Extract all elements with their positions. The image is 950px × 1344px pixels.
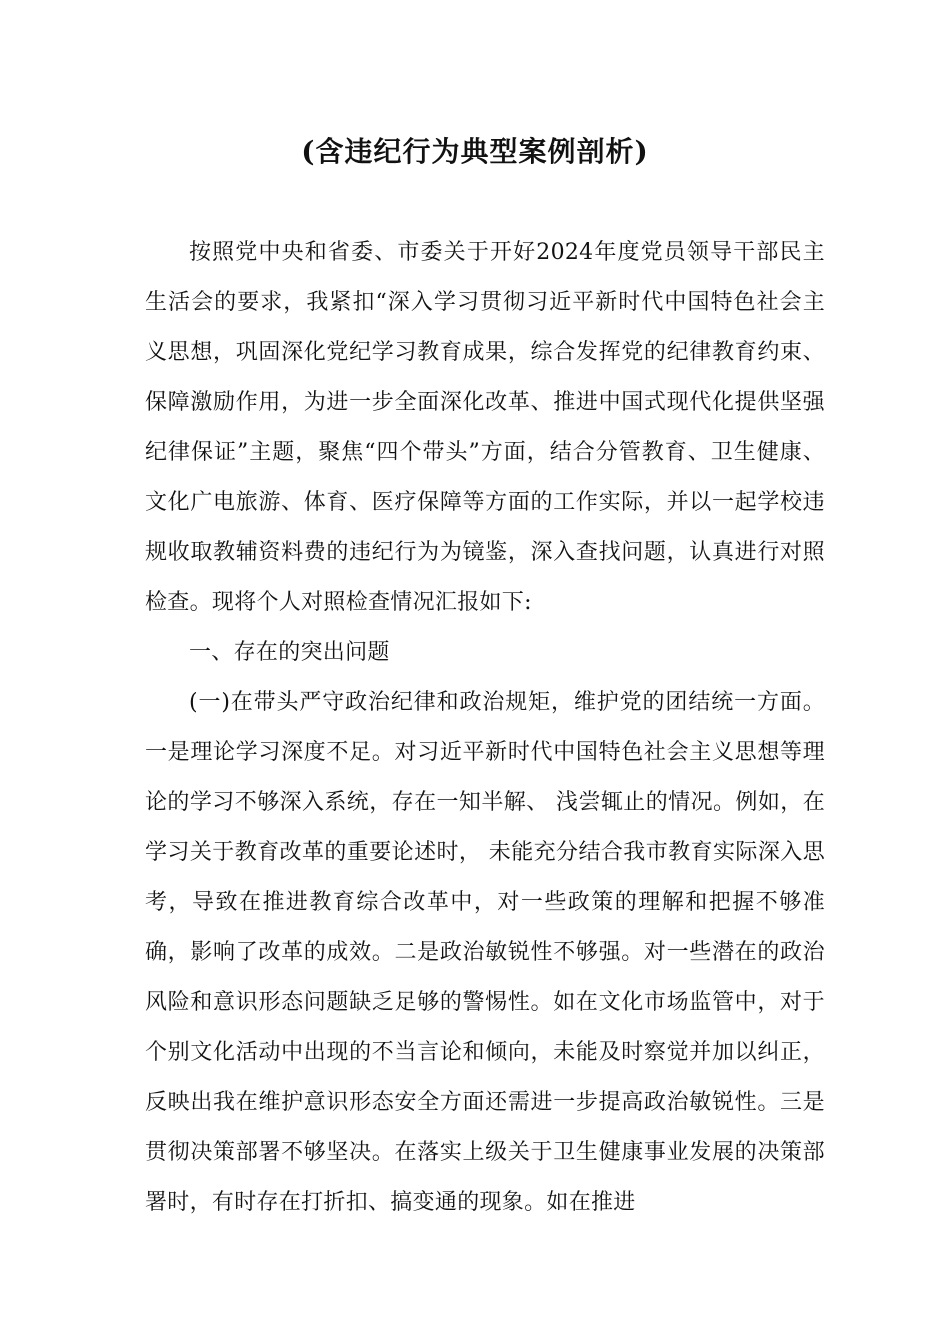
intro-paragraph: 按照党中央和省委、市委关于开好2024年度党员领导干部民主生活会的要求，我紧扣“深入学习贯彻习近平新时代中国特色社会主义思想，巩固深化党纪学习教育成果，综合发挥党的纪律教育约束、保障激励作用，为进一步全面深化改革、推进中国式现代化提供坚强纪律保证”主题，聚焦“四个带头”方面，结合分管教育、卫生健康、文化广电旅游、体育、医疗保障等方面的工作实际，并以一起学校违规收取教辅资料费的违纪行为为镜鉴，深入查找问题，认真进行对照检查。现将个人对照检查情况汇报如下:: [145, 240, 825, 615]
subsection-paragraph: (一)在带头严守政治纪律和政治规矩，维护党的团结统一方面。一是理论学习深度不足。对习近平新时代中国特色社会主义思想等理论的学习不够深入系统，存在一知半解、 浅尝辄止的情况。例如，在学习关于教育改革的重要论述时， 未能充分结合我市教育实际深入思考，导致在推进教育综合改革中，对一些政策的理解和把握不够准确，影响了改革的成效。二是政治敏锐性不够强。对一些潜在的政治风险和意识形态问题缺乏足够的警惕性。如在文化市场监管中，对于个别文化活动中出现的不当言论和倾向，未能及时察觉并加以纠正，反映出我在维护意识形态安全方面还需进一步提高政治敏锐性。三是贯彻决策部署不够坚决。在落实上级关于卫生健康事业发展的决策部署时，有时存在打折扣、搞变通的现象。如在推进: [145, 690, 825, 1215]
document-body: [145, 228, 825, 1228]
section-heading: 一、存在的突出问题: [189, 640, 390, 665]
document-title: (含违纪行为典型案例剖析): [301, 135, 649, 168]
